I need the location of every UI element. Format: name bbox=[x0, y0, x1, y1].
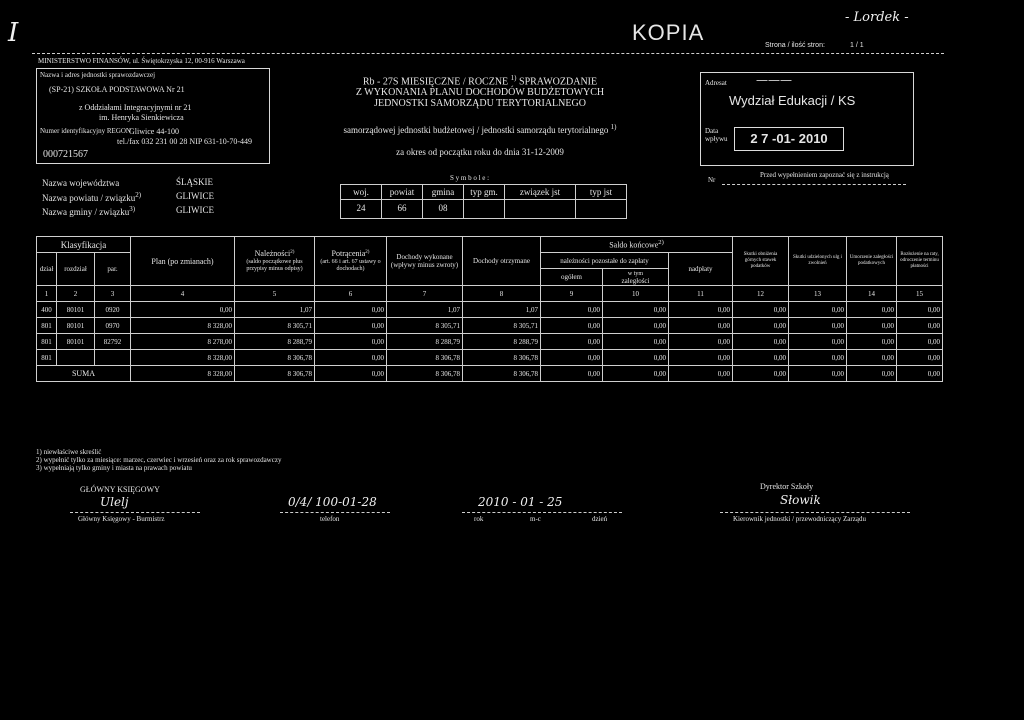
h-doch-wyk: Dochody wykonane (wpływy minus zwroty) bbox=[387, 237, 463, 286]
symbol-header: gmina bbox=[422, 184, 464, 200]
h-nadp: nadpłaty bbox=[669, 253, 733, 286]
h-rozdzial: rozdział bbox=[57, 253, 95, 286]
table-cell: 400 bbox=[37, 302, 57, 318]
table-cell: 0,00 bbox=[669, 350, 733, 366]
table-cell: 0,00 bbox=[603, 318, 669, 334]
table-cell: 0,00 bbox=[897, 334, 943, 350]
symbol-value: 24 bbox=[340, 199, 382, 219]
table-cell: 0,00 bbox=[847, 302, 897, 318]
main-table bbox=[36, 236, 943, 382]
voiv-value: ŚLĄSKIE bbox=[176, 177, 214, 187]
date-label: Data wpływu bbox=[705, 127, 728, 143]
table-cell: 0,00 bbox=[541, 318, 603, 334]
footnote: 3) wypełniają tylko gminy i miasta na prawach powiatu bbox=[36, 464, 192, 472]
h-saldo-text: Saldo końcowe bbox=[609, 240, 659, 250]
unit-line3: im. Henryka Sienkiewicza bbox=[99, 113, 184, 122]
h-par: par. bbox=[95, 253, 131, 286]
col-number: 12 bbox=[733, 286, 789, 302]
corner-mark: I bbox=[8, 18, 19, 48]
h-pot-sub: (art. 66 i art. 67 ustawy o dochodach) bbox=[320, 259, 381, 272]
col-number: 8 bbox=[463, 286, 541, 302]
footnote: 2) wypełnić tylko za miesiące: marzec, czerwiec i wrzesień oraz za rok sprawozdawczy bbox=[36, 456, 282, 464]
county-label bbox=[42, 191, 141, 203]
symbol-value bbox=[504, 199, 576, 219]
h-saldo-sup: 2) bbox=[658, 239, 664, 247]
col-number: 4 bbox=[131, 286, 235, 302]
col-number: 6 bbox=[315, 286, 387, 302]
h-zaleg-text: zaległości bbox=[621, 277, 650, 285]
sum-cell: 0,00 bbox=[897, 366, 943, 382]
sum-row bbox=[37, 366, 943, 382]
top-border bbox=[32, 53, 944, 54]
table-cell: 0,00 bbox=[733, 302, 789, 318]
voiv-label: Nazwa województwa bbox=[42, 178, 120, 188]
col-number: 15 bbox=[897, 286, 943, 302]
sum-cell: 0,00 bbox=[315, 366, 387, 382]
sum-cell: 8 306,78 bbox=[235, 366, 315, 382]
recipient-stamp: Wydział Edukacji / KS bbox=[729, 93, 856, 108]
table-cell: 801 bbox=[37, 350, 57, 366]
col-number: 14 bbox=[847, 286, 897, 302]
table-cell: 0,00 bbox=[315, 334, 387, 350]
col-number: 3 bbox=[95, 286, 131, 302]
county-sup: 2) bbox=[135, 191, 142, 199]
sum-cell: 8 306,78 bbox=[387, 366, 463, 382]
nr-line bbox=[722, 184, 906, 185]
gk-label: Główny Księgowy - Burmistrz bbox=[78, 515, 165, 523]
ministry-line: MINISTERSTWO FINANSÓW, ul. Świętokrzyska 12, 00-916 Warszawa bbox=[38, 57, 245, 65]
footnote: 1) niewłaściwe skreślić bbox=[36, 448, 102, 456]
footnotes bbox=[36, 448, 281, 472]
date-handwritten: 2010 - 01 - 25 bbox=[478, 495, 563, 509]
regon-value: 000721567 bbox=[43, 149, 88, 160]
table-cell: 0,00 bbox=[603, 302, 669, 318]
table-cell: 8 305,71 bbox=[235, 318, 315, 334]
gk-signature: Ulelj bbox=[100, 495, 129, 509]
table-cell: 8 278,00 bbox=[131, 334, 235, 350]
page-value: 1 / 1 bbox=[850, 42, 864, 49]
table-row bbox=[37, 318, 943, 334]
date-stamp-value: 2 7 -01- 2010 bbox=[750, 131, 828, 146]
table-cell: 801 bbox=[37, 318, 57, 334]
h-c15: Rozłożenie na raty, odroczenie terminu płatności bbox=[897, 237, 943, 286]
col-number: 10 bbox=[603, 286, 669, 302]
table-cell: 801 bbox=[37, 334, 57, 350]
h-nal-title: Należności bbox=[254, 249, 291, 258]
symbol-value bbox=[575, 199, 627, 219]
table-cell: 8 288,79 bbox=[463, 334, 541, 350]
report-code: Rb - 27S bbox=[362, 76, 399, 88]
report-line4: samorządowej jednostki budżetowej / jednostki samorządu terytorialnego bbox=[343, 125, 609, 136]
table-cell bbox=[95, 350, 131, 366]
report-period: za okres od początku roku do dnia 31-12-2009 bbox=[396, 147, 564, 158]
sum-cell: 0,00 bbox=[669, 366, 733, 382]
table-cell: 8 306,78 bbox=[463, 350, 541, 366]
sum-cell: 0,00 bbox=[847, 366, 897, 382]
col-number: 5 bbox=[235, 286, 315, 302]
h-doch-otrz: Dochody otrzymane bbox=[463, 237, 541, 286]
table-cell: 80101 bbox=[57, 302, 95, 318]
director-title: Dyrektor Szkoły bbox=[760, 482, 814, 491]
table-cell: 0,00 bbox=[897, 350, 943, 366]
table-cell: 0,00 bbox=[315, 350, 387, 366]
h-c12: Skutki obniżenia górnych stawek podatków bbox=[733, 237, 789, 286]
unit-box bbox=[36, 68, 270, 164]
unit-address: Gliwice 44-100 bbox=[129, 127, 179, 136]
instruction-note: Przed wypełnieniem zapoznać się z instrukcją bbox=[760, 171, 889, 179]
h-ogolem: ogółem bbox=[541, 269, 603, 286]
table-cell: 0,00 bbox=[847, 318, 897, 334]
col-number: 7 bbox=[387, 286, 463, 302]
h-nal-sub: (saldo początkowe plus przypisy minus odpisy) bbox=[246, 259, 303, 272]
table-cell: 8 328,00 bbox=[131, 350, 235, 366]
unit-line1: (SP-21) SZKOŁA PODSTAWOWA Nr 21 bbox=[49, 85, 185, 94]
gmina-sup: 3) bbox=[129, 205, 136, 213]
table-cell: 0,00 bbox=[669, 318, 733, 334]
director-label: Kierownik jednostki / przewodniczący Zarządu bbox=[733, 515, 866, 523]
table-cell: 8 288,79 bbox=[235, 334, 315, 350]
h-c14: Umorzenie zaległości podatkowych bbox=[847, 237, 897, 286]
h-wtym: w tym bbox=[627, 271, 644, 277]
symbol-header: związek jst bbox=[504, 184, 576, 200]
symbol-header: typ jst bbox=[575, 184, 627, 200]
table-cell: 0,00 bbox=[733, 334, 789, 350]
col-number: 1 bbox=[37, 286, 57, 302]
regon-label: Numer identyfikacyjny REGON bbox=[40, 127, 131, 135]
h-pot-sup: 2) bbox=[365, 250, 370, 255]
table-cell: 0920 bbox=[95, 302, 131, 318]
day-label: dzień bbox=[592, 515, 608, 523]
table-cell: 0,00 bbox=[789, 350, 847, 366]
table-cell: 0,00 bbox=[733, 318, 789, 334]
col-number: 2 bbox=[57, 286, 95, 302]
month-label: m-c bbox=[530, 515, 541, 523]
h-plan: Plan (po zmianach) bbox=[131, 237, 235, 286]
table-cell: 0,00 bbox=[603, 334, 669, 350]
h-zaleg bbox=[603, 269, 669, 286]
table-cell: 0,00 bbox=[541, 350, 603, 366]
h-nal-sup: 2) bbox=[290, 250, 295, 255]
table-cell: 0,00 bbox=[541, 334, 603, 350]
symbol-header: powiat bbox=[381, 184, 423, 200]
sum-cell: 0,00 bbox=[541, 366, 603, 382]
table-cell: 0,00 bbox=[733, 350, 789, 366]
phone-handwritten: 0/4/ 100-01-28 bbox=[288, 495, 377, 509]
table-cell: 0970 bbox=[95, 318, 131, 334]
county-value: GLIWICE bbox=[176, 191, 214, 201]
date-line bbox=[462, 512, 622, 513]
table-row bbox=[37, 302, 943, 318]
h-saldo bbox=[541, 237, 733, 253]
sum-cell: 0,00 bbox=[733, 366, 789, 382]
table-cell: 0,00 bbox=[603, 350, 669, 366]
symbol-header: typ gm. bbox=[463, 184, 505, 200]
director-signature: Słowik bbox=[780, 493, 821, 507]
table-cell: 0,00 bbox=[847, 350, 897, 366]
report-line3: JEDNOSTKI SAMORZĄDU TERYTORIALNEGO bbox=[374, 98, 586, 110]
table-cell: 0,00 bbox=[131, 302, 235, 318]
table-cell: 8 328,00 bbox=[131, 318, 235, 334]
table-cell: 0,00 bbox=[315, 318, 387, 334]
table-row bbox=[37, 350, 943, 366]
h-nal-pozost: należności pozostałe do zapłaty bbox=[541, 253, 669, 269]
h-pot-title: Potrącenia bbox=[331, 249, 366, 258]
table-cell: 0,00 bbox=[669, 334, 733, 350]
h-c13: Skutki udzielonych ulg i zwolnień bbox=[789, 237, 847, 286]
unit-phone: tel./fax 032 231 00 28 NIP 631-10-70-449 bbox=[117, 137, 253, 146]
table-cell: 80101 bbox=[57, 318, 95, 334]
symbol-value: 08 bbox=[422, 199, 464, 219]
col-number: 11 bbox=[669, 286, 733, 302]
recipient-signature: ——— bbox=[756, 73, 792, 87]
county-label-text: Nazwa powiatu / związku bbox=[42, 193, 136, 203]
table-cell: 0,00 bbox=[789, 334, 847, 350]
symbol-header: woj. bbox=[340, 184, 382, 200]
table-cell: 8 288,79 bbox=[387, 334, 463, 350]
report-sup1: 1) bbox=[510, 74, 517, 82]
table-cell: 0,00 bbox=[789, 302, 847, 318]
table-row bbox=[37, 334, 943, 350]
gk-title: GŁÓWNY KSIĘGOWY bbox=[80, 485, 160, 494]
symbols-title: S y m b o l e : bbox=[450, 174, 490, 182]
report-line2: Z WYKONANIA PLANU DOCHODÓW BUDŻETOWYCH bbox=[355, 87, 605, 99]
gmina-label bbox=[42, 205, 135, 217]
col-number: 9 bbox=[541, 286, 603, 302]
table-cell: 1,07 bbox=[387, 302, 463, 318]
h-klas: Klasyfikacja bbox=[37, 237, 131, 253]
table-cell: 0,00 bbox=[897, 302, 943, 318]
gk-line bbox=[70, 512, 200, 513]
table-cell: 0,00 bbox=[897, 318, 943, 334]
table-cell: 0,00 bbox=[315, 302, 387, 318]
top-signature: - Lordek - bbox=[845, 10, 909, 25]
copy-stamp: KOPIA bbox=[632, 20, 705, 45]
table-cell bbox=[57, 350, 95, 366]
table-cell: 8 306,78 bbox=[387, 350, 463, 366]
table-cell: 8 305,71 bbox=[463, 318, 541, 334]
h-dzial: dział bbox=[37, 253, 57, 286]
unit-line2: z Oddziałami Integracyjnymi nr 21 bbox=[79, 103, 192, 112]
sum-cell: 8 328,00 bbox=[131, 366, 235, 382]
table-cell: 0,00 bbox=[541, 302, 603, 318]
symbol-value: 66 bbox=[381, 199, 423, 219]
column-number-row bbox=[37, 286, 943, 302]
data-rows bbox=[37, 302, 943, 366]
table-cell: 80101 bbox=[57, 334, 95, 350]
table-cell: 82792 bbox=[95, 334, 131, 350]
table-cell: 1,07 bbox=[235, 302, 315, 318]
page-label: Strona / ilość stron: bbox=[765, 42, 825, 49]
symbol-value bbox=[463, 199, 505, 219]
year-label: rok bbox=[474, 515, 484, 523]
table-cell: 8 306,78 bbox=[235, 350, 315, 366]
recipient-label: Adresat bbox=[705, 79, 727, 87]
header-row bbox=[37, 237, 943, 253]
table-cell: 0,00 bbox=[669, 302, 733, 318]
report-line1b: SPRAWOZDANIE bbox=[519, 76, 598, 88]
report-line1: MIESIĘCZNE / ROCZNE bbox=[400, 76, 509, 88]
date-stamp-box bbox=[734, 127, 844, 151]
unit-header: Nazwa i adres jednostki sprawozdawczej bbox=[40, 71, 156, 79]
phone-label: telefon bbox=[320, 515, 340, 523]
recipient-box bbox=[700, 72, 914, 166]
sum-cell: 0,00 bbox=[603, 366, 669, 382]
h-pot bbox=[315, 237, 387, 286]
table-cell: 0,00 bbox=[789, 318, 847, 334]
col-number: 13 bbox=[789, 286, 847, 302]
director-line bbox=[720, 512, 910, 513]
table-cell: 0,00 bbox=[847, 334, 897, 350]
phone-line bbox=[280, 512, 390, 513]
sum-cell: 0,00 bbox=[789, 366, 847, 382]
h-nal bbox=[235, 237, 315, 286]
sum-label: SUMA bbox=[37, 366, 131, 382]
table-cell: 8 305,71 bbox=[387, 318, 463, 334]
gmina-label-text: Nazwa gminy / związku bbox=[42, 207, 130, 217]
sum-cell: 8 306,78 bbox=[463, 366, 541, 382]
nr-label: Nr bbox=[708, 176, 716, 184]
report-title bbox=[280, 74, 680, 157]
table-cell: 1,07 bbox=[463, 302, 541, 318]
report-sup4: 1) bbox=[610, 123, 617, 132]
gmina-value: GLIWICE bbox=[176, 205, 214, 215]
